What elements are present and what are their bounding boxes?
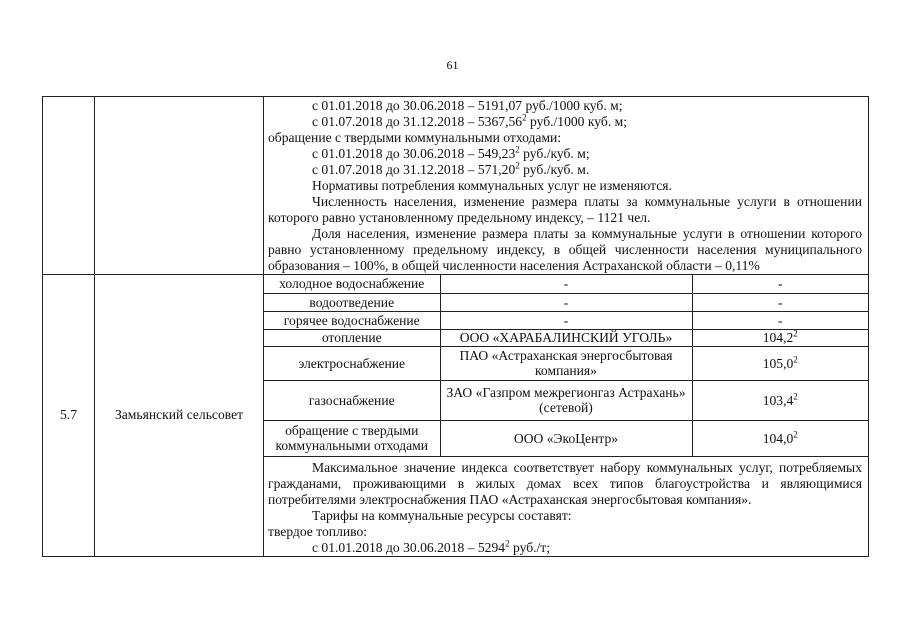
bottom-text xyxy=(264,457,868,556)
text-line: Нормативы потребления коммунальных услуг не изменяются. xyxy=(312,178,672,193)
service-name: водоотведение xyxy=(264,293,440,311)
municipality-name: Замьянский сельсовет xyxy=(95,275,264,557)
service-provider: ООО «ХАРАБАЛИНСКИЙ УГОЛЬ» xyxy=(440,329,692,346)
service-index: 105,0$^2$ xyxy=(692,346,868,380)
page-number: 61 xyxy=(446,58,459,72)
service-row xyxy=(264,346,868,380)
fuel-tariff-line: с 01.01.2018 до 30.06.2018 – 5294$^2$ руб./т; xyxy=(312,537,551,555)
service-row xyxy=(264,293,868,311)
service-provider: ЗАО «Газпром межрегионгаз Астрахань» (сетевой) xyxy=(440,380,692,420)
tariff-table xyxy=(42,96,869,557)
text-line: с 01.01.2018 до 30.06.2018 – 549,23$^2$ руб./куб. м; xyxy=(312,144,590,161)
table-row-continuation xyxy=(43,97,869,275)
services-table xyxy=(264,275,868,457)
max-index-paragraph: Максимальное значение индекса соответствует набору коммунальных услуг, потребляемых гражданами, проживающими в жилых домах всех типов благоустройства и являющимися потребителями электроснабжения ПАО «Астраханская энергосбытовая компания». xyxy=(268,459,862,507)
top-text-cell xyxy=(264,97,869,275)
service-name: электроснабжение xyxy=(264,346,440,380)
service-name: отопление xyxy=(264,329,440,346)
text-line: с 01.07.2018 до 31.12.2018 – 571,20$^2$ руб./куб. м. xyxy=(312,160,590,177)
row-number: 5.7 xyxy=(43,275,95,557)
service-index: - xyxy=(692,275,868,293)
service-name: горячее водоснабжение xyxy=(264,311,440,329)
population-paragraph: Численность населения, изменение размера платы за коммунальные услуги в отношении которого равно установленному предельному индексу, – 1121 чел. xyxy=(268,194,862,225)
share-paragraph: Доля населения, изменение размера платы за коммунальные услуги в отношении которого равно установленному предельному индексу, в общей численности населения муниципального образования – 100%, в общей численности населения Астраханской области – 0,11% xyxy=(268,226,862,273)
service-index: 103,4$^2$ xyxy=(692,380,868,420)
service-row xyxy=(264,380,868,420)
text-line: с 01.07.2018 до 31.12.2018 – 5367,56$^2$ руб./1000 куб. м; xyxy=(312,112,627,129)
service-name: газоснабжение xyxy=(264,380,440,420)
service-row xyxy=(264,311,868,329)
service-provider: ПАО «Астраханская энергосбытовая компания» xyxy=(440,346,692,380)
service-provider: - xyxy=(440,293,692,311)
name-cell-empty xyxy=(95,97,264,275)
number-cell-empty xyxy=(43,97,95,275)
service-row xyxy=(264,420,868,456)
service-provider: - xyxy=(440,311,692,329)
service-index: - xyxy=(692,311,868,329)
service-provider: - xyxy=(440,275,692,293)
service-name: обращение с твердыми коммунальными отходами xyxy=(264,420,440,456)
text-line: с 01.01.2018 до 30.06.2018 – 5191,07 руб./1000 куб. м; xyxy=(312,98,623,113)
text-line: обращение с твердыми коммунальными отходами: xyxy=(268,130,562,145)
table-row-5-7 xyxy=(43,275,869,557)
service-row xyxy=(264,275,868,293)
service-index: 104,2$^2$ xyxy=(692,329,868,346)
service-provider: ООО «ЭкоЦентр» xyxy=(440,420,692,456)
service-row xyxy=(264,329,868,346)
services-cell xyxy=(264,275,869,557)
service-index: - xyxy=(692,293,868,311)
tariffs-heading: Тарифы на коммунальные ресурсы составят: xyxy=(312,507,572,523)
service-index: 104,0$^2$ xyxy=(692,420,868,456)
fuel-heading: твердое топливо: xyxy=(268,523,368,539)
service-name: холодное водоснабжение xyxy=(264,275,440,293)
